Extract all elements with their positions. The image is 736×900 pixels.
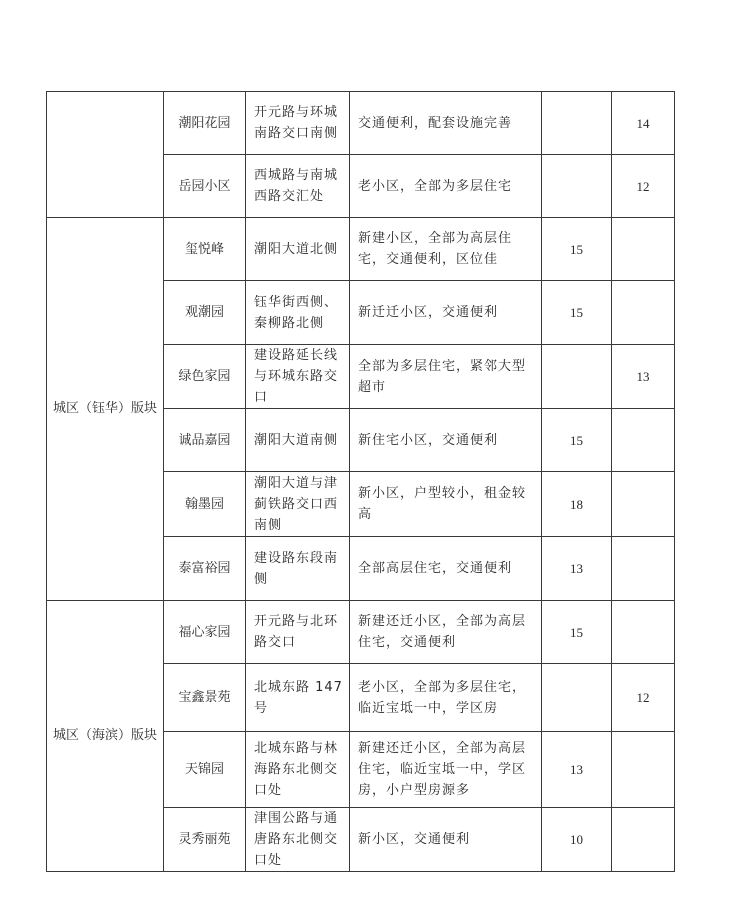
location-cell: 建设路东段南侧 (246, 537, 350, 601)
location-cell: 建设路延长线与环城东路交口 (246, 345, 350, 409)
value-cell (612, 472, 675, 537)
description-cell: 交通便利，配套设施完善 (350, 92, 542, 155)
location-cell: 津围公路与通唐路东北侧交口处 (246, 808, 350, 872)
table-row (47, 218, 675, 281)
value-cell (612, 601, 675, 664)
description-cell: 新小区，交通便利 (350, 808, 542, 872)
description-cell: 全部高层住宅，交通便利 (350, 537, 542, 601)
description-cell: 新小区，户型较小，租金较高 (350, 472, 542, 537)
description-cell: 老小区，全部为多层住宅 (350, 155, 542, 218)
value-cell: 12 (612, 155, 675, 218)
region-cell: 城区（海滨）版块 (47, 601, 164, 872)
community-name: 潮阳花园 (164, 92, 246, 155)
community-name: 玺悦峰 (164, 218, 246, 281)
community-name: 福心家园 (164, 601, 246, 664)
community-name: 泰富裕园 (164, 537, 246, 601)
value-cell (542, 345, 612, 409)
location-cell: 西城路与南城西路交汇处 (246, 155, 350, 218)
community-name: 灵秀丽苑 (164, 808, 246, 872)
value-cell: 15 (542, 281, 612, 345)
description-cell: 新住宅小区，交通便利 (350, 409, 542, 472)
value-cell: 13 (542, 732, 612, 808)
value-cell: 18 (542, 472, 612, 537)
value-cell (612, 218, 675, 281)
community-name: 宝鑫景苑 (164, 664, 246, 732)
description-cell: 新建小区，全部为高层住宅，交通便利，区位佳 (350, 218, 542, 281)
value-cell: 12 (612, 664, 675, 732)
value-cell: 10 (542, 808, 612, 872)
description-cell: 新迁迁小区，交通便利 (350, 281, 542, 345)
region-cell: 城区（钰华）版块 (47, 218, 164, 601)
location-cell: 北城东路 147 号 (246, 664, 350, 732)
table-row (47, 92, 675, 155)
description-cell: 全部为多层住宅，紧邻大型超市 (350, 345, 542, 409)
value-cell (612, 281, 675, 345)
value-cell (612, 409, 675, 472)
location-cell: 开元路与北环路交口 (246, 601, 350, 664)
location-cell: 潮阳大道南侧 (246, 409, 350, 472)
table-row (47, 601, 675, 664)
value-cell: 13 (542, 537, 612, 601)
value-cell (612, 537, 675, 601)
value-cell (542, 664, 612, 732)
location-cell: 潮阳大道北侧 (246, 218, 350, 281)
location-cell: 钰华街西侧、秦柳路北侧 (246, 281, 350, 345)
location-cell: 开元路与环城南路交口南侧 (246, 92, 350, 155)
value-cell (542, 92, 612, 155)
location-cell: 北城东路与林海路东北侧交口处 (246, 732, 350, 808)
community-name: 诚品嘉园 (164, 409, 246, 472)
value-cell: 15 (542, 218, 612, 281)
description-cell: 新建还迁小区，全部为高层住宅，临近宝坻一中，学区房，小户型房源多 (350, 732, 542, 808)
community-name: 观潮园 (164, 281, 246, 345)
value-cell: 15 (542, 409, 612, 472)
value-cell (542, 155, 612, 218)
description-cell: 新建还迁小区，全部为高层住宅，交通便利 (350, 601, 542, 664)
value-cell: 13 (612, 345, 675, 409)
community-name: 天锦园 (164, 732, 246, 808)
value-cell (612, 808, 675, 872)
value-cell: 15 (542, 601, 612, 664)
location-cell: 潮阳大道与津蓟铁路交口西南侧 (246, 472, 350, 537)
rental-table (46, 91, 675, 872)
value-cell (612, 732, 675, 808)
description-cell: 老小区，全部为多层住宅，临近宝坻一中，学区房 (350, 664, 542, 732)
community-name: 翰墨园 (164, 472, 246, 537)
region-cell (47, 92, 164, 218)
community-name: 岳园小区 (164, 155, 246, 218)
community-name: 绿色家园 (164, 345, 246, 409)
value-cell: 14 (612, 92, 675, 155)
